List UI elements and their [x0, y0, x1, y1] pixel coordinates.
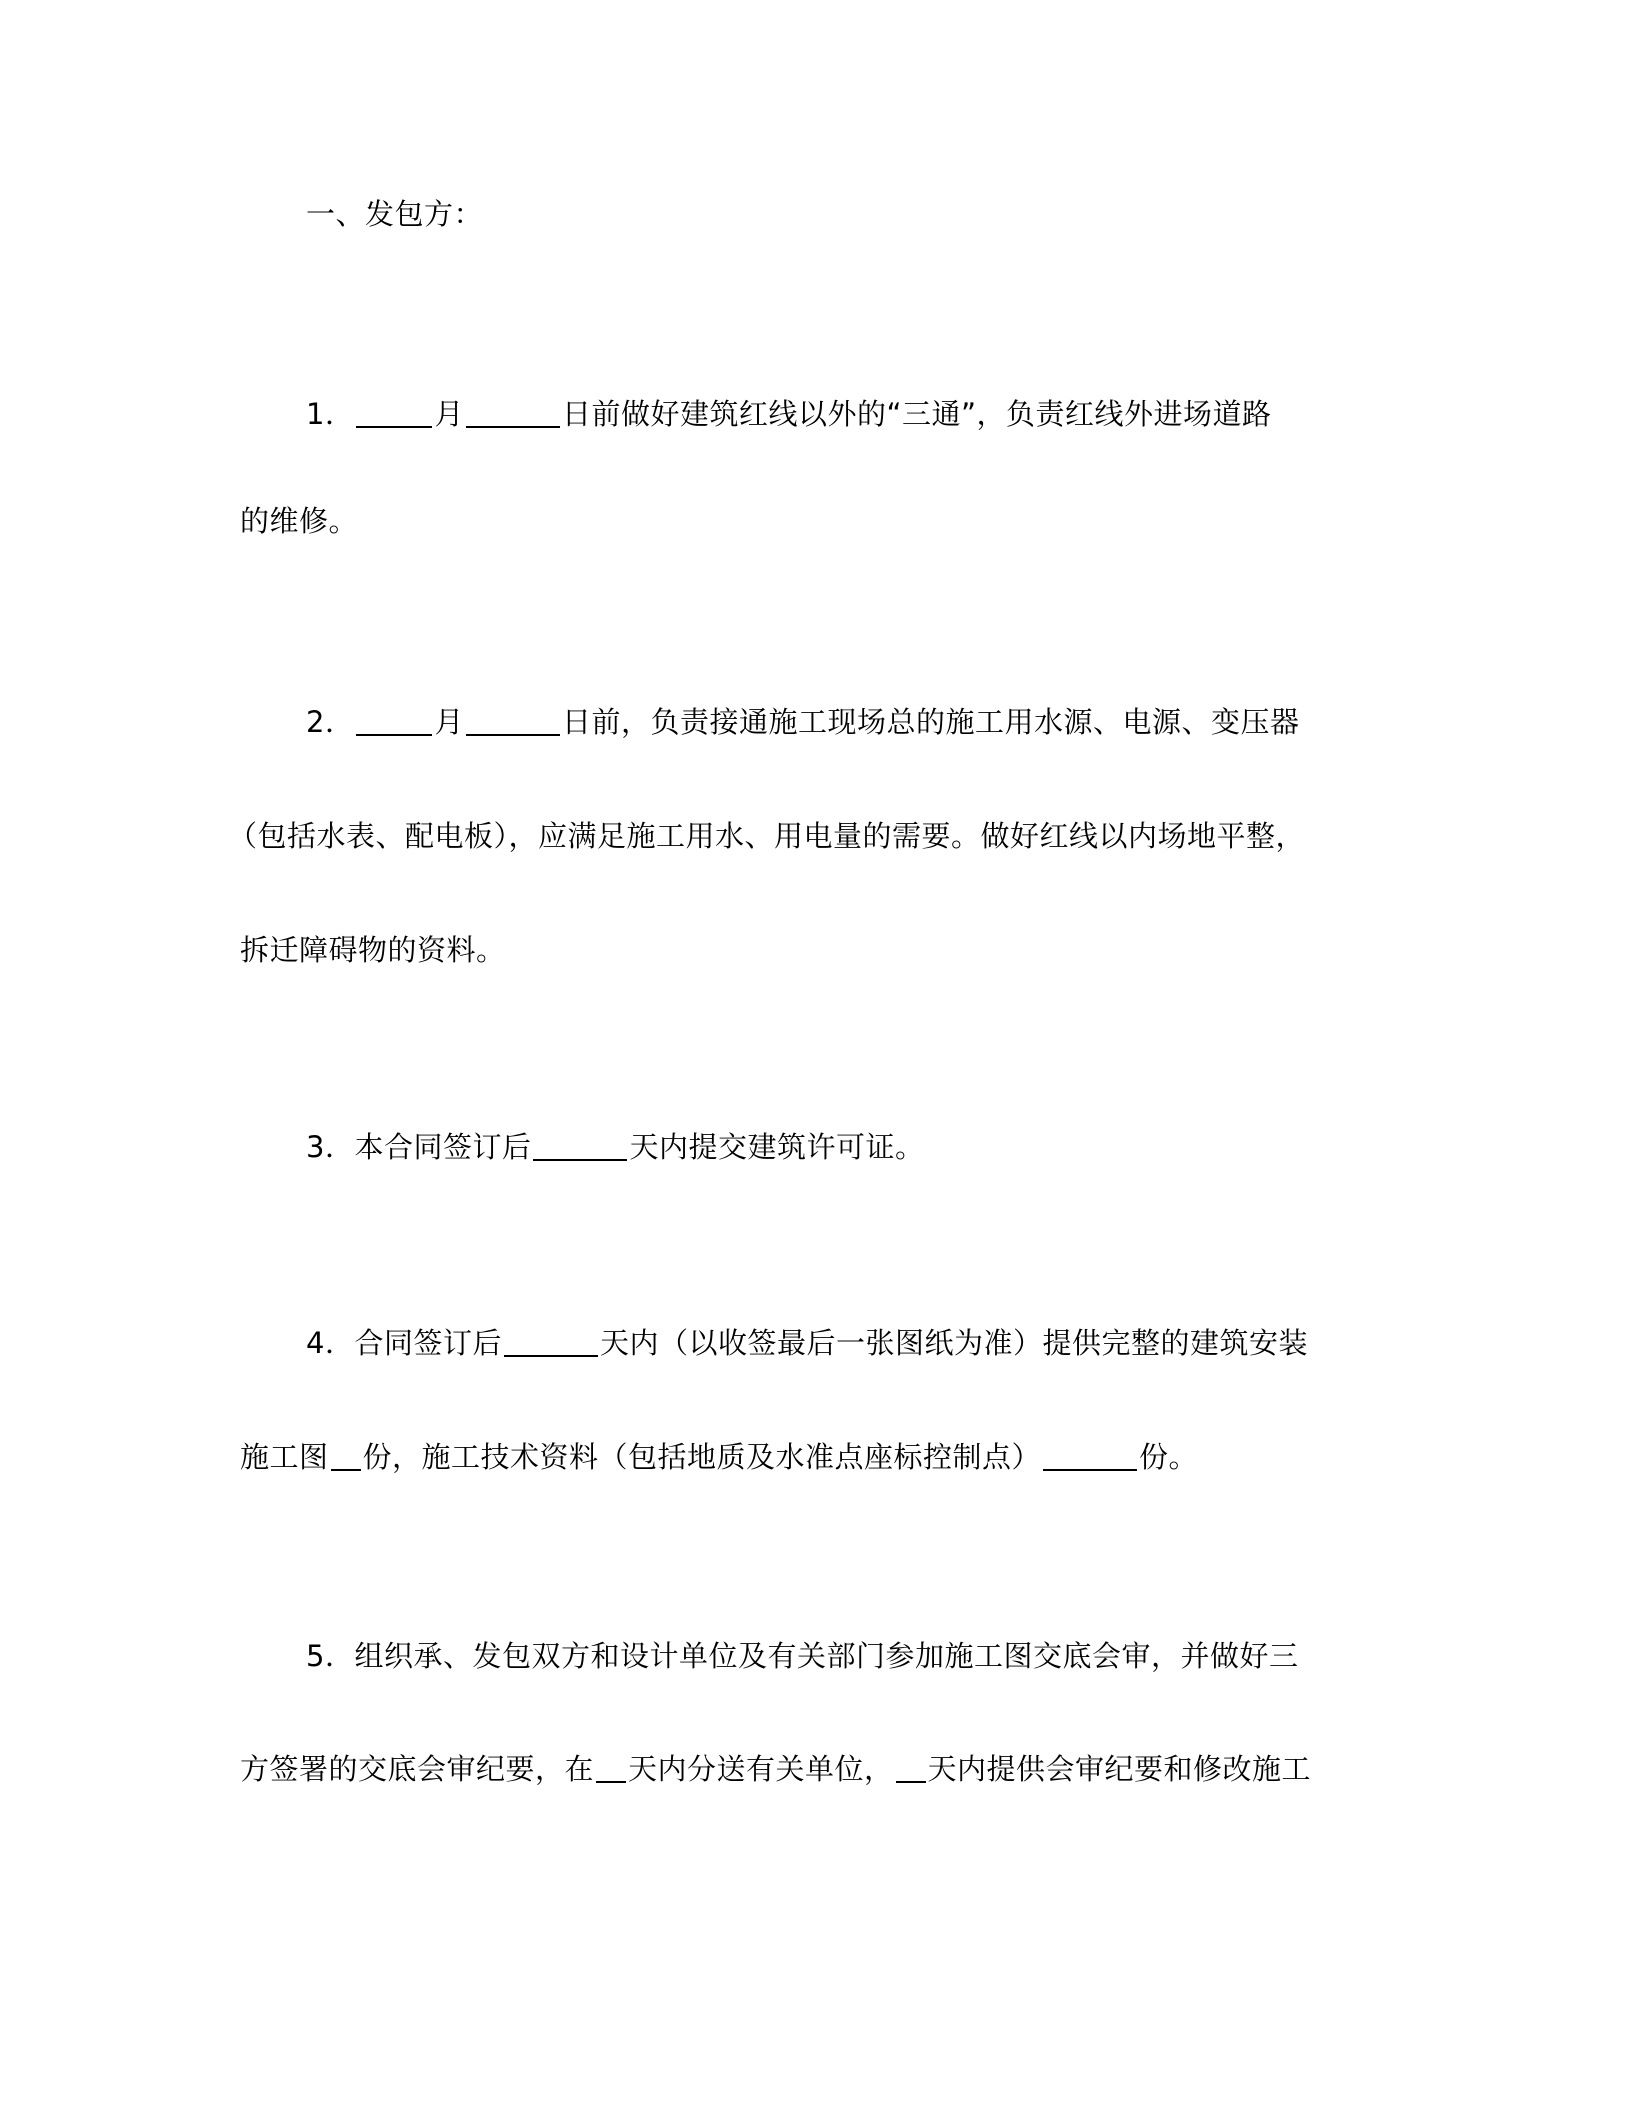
clause-1-text-a: 月: [434, 397, 464, 431]
clause-5-text-a: 组织承、发包双方和设计单位及有关部门参加施工图交底会审，并做好三: [354, 1639, 1299, 1673]
clause-5-number: 5．: [306, 1639, 355, 1673]
blank-day: [466, 704, 560, 736]
clause-5-text-b: 方签署的交底会审纪要，在: [240, 1752, 595, 1786]
clause-4-text-d: 份，施工技术资料（包括地质及水准点座标控制点）: [362, 1440, 1042, 1474]
clause-4-text-b: 天内（以收签最后一张图纸为准）提供完整的建筑安装: [599, 1326, 1308, 1360]
clause-2-number: 2．: [306, 705, 355, 739]
blank-month: [356, 704, 432, 736]
clause-1-line-2: 的维修。: [240, 504, 359, 538]
blank-days: [533, 1129, 627, 1161]
blank-day: [466, 396, 560, 428]
clause-3-text-b: 天内提交建筑许可证。: [629, 1130, 925, 1164]
clause-1-text-b: 日前做好建筑红线以外的“三通”，负责红线外进场道路: [561, 397, 1272, 431]
clause-2-line-1: [306, 702, 1456, 742]
clause-3-number: 3．: [306, 1130, 355, 1164]
blank-copies: [331, 1439, 361, 1471]
clause-4-line-2: [240, 1437, 1390, 1477]
clause-4-text-a: 合同签订后: [354, 1326, 502, 1360]
clause-5-line-1: [306, 1636, 1456, 1676]
clause-1-number: 1．: [306, 397, 355, 431]
blank-days: [596, 1751, 626, 1783]
clause-2-text-a: 月: [434, 705, 464, 739]
clause-4-text-c: 施工图: [240, 1440, 329, 1474]
clause-1-line-1: [306, 394, 1456, 434]
clause-4-number: 4．: [306, 1326, 355, 1360]
blank-days: [504, 1325, 598, 1357]
blank-month: [356, 396, 432, 428]
clause-3-line-1: [306, 1127, 1456, 1167]
clause-5-text-c: 天内分送有关单位，: [628, 1752, 894, 1786]
clause-2-line-3: 拆迁障碍物的资料。: [240, 933, 506, 967]
section-heading: 一、发包方：: [306, 197, 484, 231]
clause-2-line-2: （包括水表、配电板），应满足施工用水、用电量的需要。做好红线以内场地平整，: [228, 819, 1306, 853]
blank-days: [896, 1751, 926, 1783]
clause-5-line-2: [240, 1749, 1390, 1789]
clause-5-text-d: 天内提供会审纪要和修改施工: [927, 1752, 1312, 1786]
clause-2-text-b: 日前，负责接通施工现场总的施工用水源、电源、变压器: [561, 705, 1300, 739]
blank-copies: [1043, 1439, 1137, 1471]
clause-4-line-1: [306, 1323, 1456, 1363]
clause-3-text-a: 本合同签订后: [354, 1130, 532, 1164]
clause-4-text-e: 份。: [1139, 1440, 1199, 1474]
